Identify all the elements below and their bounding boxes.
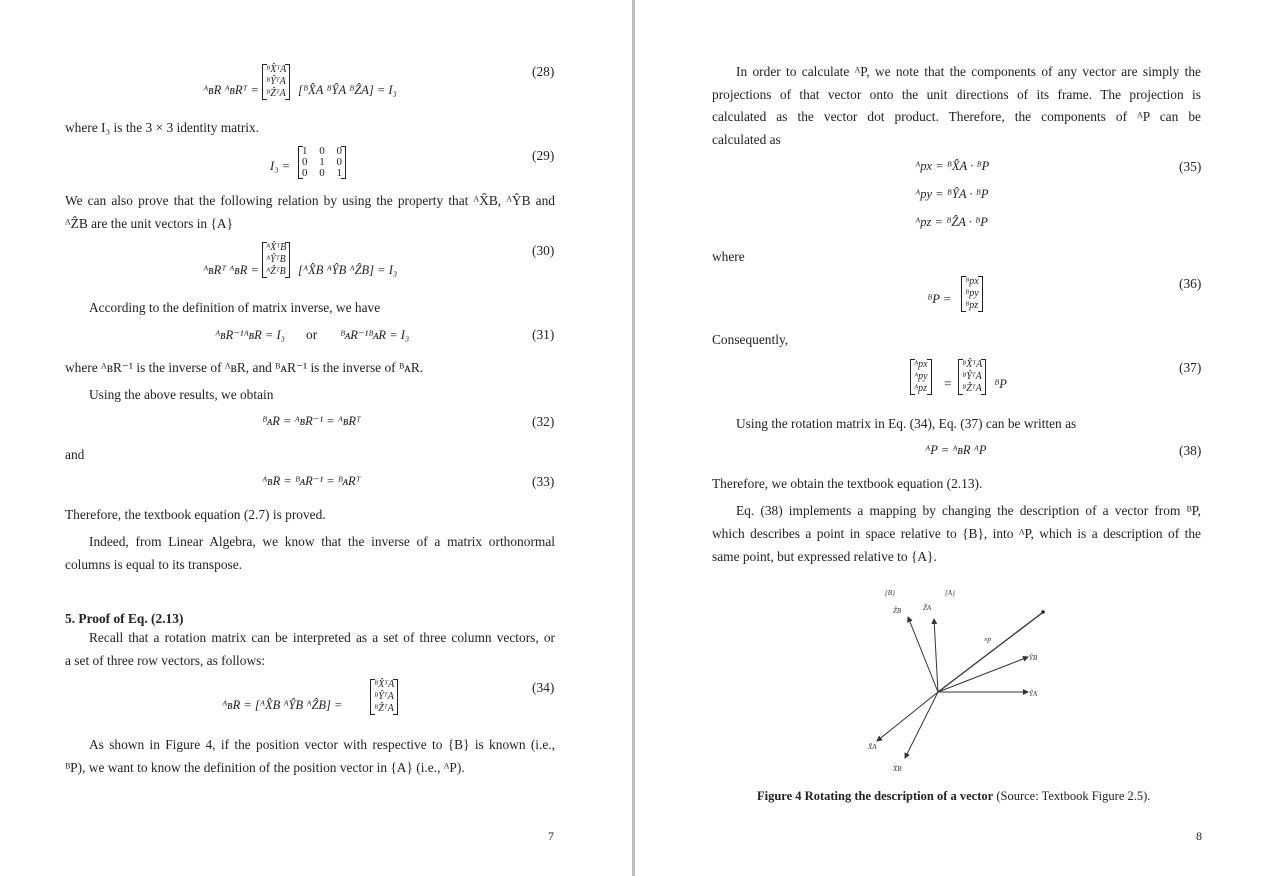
fig-label-za: ẐA bbox=[923, 604, 932, 612]
eq30-rhs: [ᴬX̂B ᴬŶB ᴬẐB] = I₃ bbox=[298, 263, 398, 277]
eq35-number: (35) bbox=[1179, 159, 1202, 174]
eq29-matrix-row: 0 0 1 bbox=[302, 167, 342, 179]
fig-label-ya: ŶA bbox=[1029, 690, 1038, 698]
page-number: 7 bbox=[548, 829, 554, 843]
vector-p bbox=[938, 613, 1042, 692]
eq37-right-row: ᴮẐᵀA bbox=[962, 383, 982, 394]
zb-axis bbox=[908, 617, 938, 692]
text-therefore: Therefore, we obtain the textbook equation (2.13). bbox=[712, 476, 983, 491]
eq29-lhs: I₃ = bbox=[270, 159, 291, 173]
para-prove-line: We can also prove that the following relation by using the property that ᴬX̂B, ᴬŶB and bbox=[65, 193, 555, 208]
para-eq38-line: which describes a point in space relative to {B}, into ᴬP, which is a description of the bbox=[712, 526, 1201, 541]
eq29-matrix-row: 1 0 0 bbox=[302, 145, 342, 157]
eq37-matrix-left bbox=[910, 359, 932, 395]
text-proved: Therefore, the textbook equation (2.7) is proved. bbox=[65, 507, 326, 522]
eq31-or: or bbox=[306, 327, 318, 342]
eq38-number: (38) bbox=[1179, 443, 1202, 458]
fig-label-xb: X̂B bbox=[893, 765, 902, 773]
para-figure4-line: ᴮP), we want to know the definition of the position vector in {A} (i.e., ᴬP). bbox=[65, 760, 465, 775]
eq28-rhs: [ᴮX̂A ᴮŶA ᴮẐA] = I₃ bbox=[298, 83, 397, 97]
eq37-left-row: ᴬpy bbox=[914, 371, 928, 382]
eq30-matrix-row: ᴬŶᵀB bbox=[266, 254, 286, 265]
text-using-rotation: Using the rotation matrix in Eq. (34), Eq. (37) can be written as bbox=[736, 416, 1077, 431]
section-heading: 5. Proof of Eq. (2.13) bbox=[65, 611, 184, 626]
eq30-matrix bbox=[262, 242, 290, 278]
para-eq38-line: Eq. (38) implements a mapping by changing the description of a vector from ᴮP, bbox=[736, 503, 1201, 518]
eq29-matrix-row: 0 1 0 bbox=[302, 156, 342, 168]
text-identity: where I₃ is the 3 × 3 identity matrix. bbox=[65, 120, 260, 135]
eq29-number: (29) bbox=[532, 148, 555, 163]
fig-label-zb: ẐB bbox=[893, 607, 902, 615]
para-recall-line: Recall that a rotation matrix can be interpreted as a set of three column vectors, or bbox=[89, 630, 555, 645]
para-recall-line: a set of three row vectors, as follows: bbox=[65, 653, 266, 668]
eq28-matrix-row: ᴮŶᵀA bbox=[266, 76, 286, 87]
eq36-matrix-row: ᴮpy bbox=[965, 288, 979, 299]
eq34-lhs: ᴬʙR = [ᴬX̂B ᴬŶB ᴬẐB] = bbox=[222, 698, 343, 712]
eq37-matrix-right bbox=[958, 359, 986, 395]
eq32-number: (32) bbox=[532, 414, 555, 429]
text-inverse-def: According to the definition of matrix inverse, we have bbox=[89, 300, 381, 315]
xa-axis bbox=[877, 692, 938, 741]
fig-label-xa: X̂A bbox=[868, 743, 877, 751]
eq35-line: ᴬpx = ᴮX̂A · ᴮP bbox=[915, 159, 990, 173]
para-calc-line: In order to calculate ᴬP, we note that the components of any vector are simply the bbox=[736, 64, 1201, 79]
para-prove-line: ᴬẐB are the unit vectors in {A} bbox=[65, 216, 233, 231]
eq34-number: (34) bbox=[532, 680, 555, 695]
para-calc-line: calculated as bbox=[712, 132, 781, 147]
eq34-matrix bbox=[370, 679, 398, 715]
eq34-matrix-row: ᴮẐᵀA bbox=[374, 703, 394, 714]
eq31-number: (31) bbox=[532, 327, 555, 342]
para-figure4-line: As shown in Figure 4, if the position vector with respective to {B} is known (i.e., bbox=[89, 737, 555, 752]
fig-label-frame-a: {A} bbox=[945, 589, 955, 597]
text-and: and bbox=[65, 447, 85, 462]
eq37-right-row: ᴮŶᵀA bbox=[962, 371, 982, 382]
eq37-suffix: ᴮP bbox=[994, 377, 1007, 391]
text-using-above: Using the above results, we obtain bbox=[89, 387, 274, 402]
eq36-matrix-row: ᴮpz bbox=[965, 300, 979, 311]
figure4-diagram bbox=[860, 585, 1060, 780]
eq34-matrix-row: ᴮX̂ᵀA bbox=[374, 679, 395, 690]
eq35-line: ᴬpz = ᴮẐA · ᴮP bbox=[915, 215, 988, 229]
eq29-matrix bbox=[298, 146, 346, 179]
eq28-matrix-row: ᴮX̂ᵀA bbox=[266, 64, 287, 75]
fig-label-yb: ŶB bbox=[1029, 654, 1038, 662]
point-p bbox=[1041, 610, 1045, 614]
fig-label-bp: ᴮP bbox=[984, 637, 992, 645]
eq32-body: ᴮᴀR = ᴬʙR⁻¹ = ᴬʙRᵀ bbox=[262, 414, 361, 428]
text-where-inverse: where ᴬʙR⁻¹ is the inverse of ᴬʙR, and ᴮᴀR⁻¹ is the inverse of ᴮᴀR. bbox=[65, 360, 424, 375]
eq33-number: (33) bbox=[532, 474, 555, 489]
eq30-matrix-row: ᴬX̂ᵀB bbox=[266, 242, 287, 253]
eq30-number: (30) bbox=[532, 243, 555, 258]
page-number: 8 bbox=[1196, 829, 1202, 843]
para-linear-line: Indeed, from Linear Algebra, we know that the inverse of a matrix orthonormal bbox=[89, 534, 555, 549]
eq28-number: (28) bbox=[532, 64, 555, 79]
text-where: where bbox=[712, 249, 745, 264]
figure-caption bbox=[757, 788, 1150, 804]
yb-axis bbox=[938, 657, 1028, 692]
za-axis bbox=[934, 619, 938, 692]
eq35-line: ᴬpy = ᴮŶA · ᴮP bbox=[915, 187, 989, 201]
eq37-right-row: ᴮX̂ᵀA bbox=[962, 359, 983, 370]
para-linear-line: columns is equal to its transpose. bbox=[65, 557, 243, 572]
eq36-lhs: ᴮP = bbox=[927, 292, 952, 306]
page-right bbox=[635, 0, 1263, 876]
eq31-part2: ᴮᴀR⁻¹ᴮᴀR = I₃ bbox=[340, 328, 410, 342]
eq36-matrix bbox=[961, 276, 983, 312]
fig-label-frame-b: {B} bbox=[885, 589, 895, 597]
para-calc-line: projections of that vector onto the unit directions of its frame. The projection is bbox=[712, 87, 1201, 102]
para-eq38-line: same point, but expressed relative to {A}. bbox=[712, 549, 937, 564]
eq28-matrix-row: ᴮẐᵀA bbox=[266, 88, 286, 99]
text-consequently: Consequently, bbox=[712, 332, 789, 347]
eq37-left-row: ᴬpz bbox=[914, 383, 928, 394]
eq34-matrix-row: ᴮŶᵀA bbox=[374, 691, 394, 702]
eq36-matrix-row: ᴮpx bbox=[965, 276, 979, 287]
para-calc-line: calculated as the vector dot product. Therefore, the components of ᴬP can be bbox=[712, 109, 1201, 124]
eq30-lhs: ᴬʙRᵀ ᴬʙR = bbox=[203, 263, 259, 277]
eq37-number: (37) bbox=[1179, 360, 1202, 375]
eq31-part1: ᴬʙR⁻¹ᴬʙR = I₃ bbox=[215, 328, 285, 342]
eq33-body: ᴬʙR = ᴮᴀR⁻¹ = ᴮᴀRᵀ bbox=[262, 474, 361, 488]
eq38-body: ᴬP = ᴬʙR ᴬP bbox=[925, 443, 987, 457]
eq28-matrix bbox=[262, 64, 290, 100]
xb-axis bbox=[905, 692, 938, 758]
eq37-equals: = bbox=[944, 376, 952, 391]
eq28-lhs: ᴬʙR ᴬʙRᵀ = bbox=[203, 83, 259, 97]
eq36-number: (36) bbox=[1179, 276, 1202, 291]
eq30-matrix-row: ᴬẐᵀB bbox=[266, 266, 286, 277]
figure-caption-rest: (Source: Textbook Figure 2.5). bbox=[993, 789, 1151, 803]
figure-caption-bold: Figure 4 Rotating the description of a vector bbox=[757, 789, 994, 803]
eq37-left-row: ᴬpx bbox=[914, 359, 928, 370]
